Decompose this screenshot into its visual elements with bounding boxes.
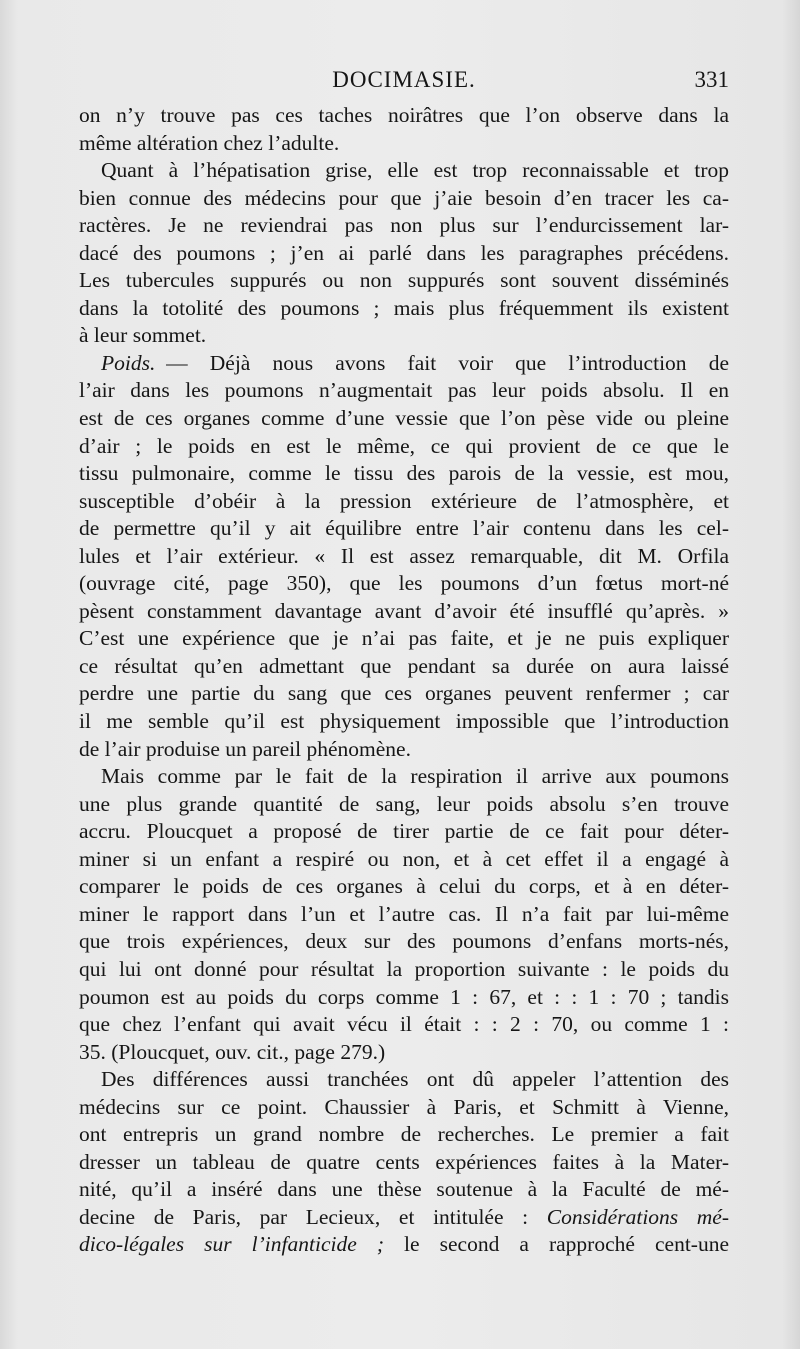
text-line: de l’air produise un pareil phénomène.	[79, 736, 411, 761]
text-line: d’air ; le poids en est le même, ce qui provient de ce que le	[79, 433, 729, 458]
text-line: miner le rapport dans l’un et l’autre cas. Il n’a fait par lui-même	[79, 901, 729, 926]
text-line: nité, qu’il a inséré dans une thèse soutenue à la Faculté de mé-	[79, 1177, 729, 1202]
text-line: que chez l’enfant qui avait vécu il était : : 2 : 70, ou comme 1 :	[79, 1012, 729, 1037]
text-line: qui lui ont donné pour résultat la proportion suivante : le poids du	[79, 956, 729, 981]
text-span: le second a rapproché cent-une	[404, 1232, 729, 1257]
thesis-title-part: dico-légales sur l’infanticide ;	[79, 1232, 384, 1257]
text-line: une plus grande quantité de sang, leur poids absolu s’en trouve	[79, 791, 729, 816]
paragraph-first-line: Quant à l’hépatisation grise, elle est trop reconnaissable et trop	[101, 158, 729, 183]
text-span: decine de Paris, par Lecieux, et intitulée :	[79, 1204, 529, 1229]
text-line: dresser un tableau de quatre cents expériences faites à la Mater-	[79, 1149, 729, 1174]
text-line: ractères. Je ne reviendrai pas non plus sur l’endurcissement lar-	[79, 213, 729, 238]
text-line: dans la totolité des poumons ; mais plus fréquemment ils existent	[79, 295, 729, 320]
text-line: dacé des poumons ; j’en ai parlé dans les paragraphes précédens.	[79, 240, 729, 265]
text-line: que trois expériences, deux sur des poumons d’enfans morts-nés,	[79, 929, 729, 954]
page-header	[79, 60, 729, 100]
thesis-title-part: Considérations mé-	[546, 1204, 729, 1229]
text-line: à leur sommet.	[79, 323, 207, 348]
page-number: 331	[694, 67, 729, 92]
text-line: il me semble qu’il est physiquement impossible que l’introduction	[79, 709, 729, 734]
text-line: 35. (Ploucquet, ouv. cit., page 279.)	[79, 1039, 386, 1064]
section-heading-poids: Poids.	[101, 350, 156, 375]
text-line: pèsent constamment davantage avant d’avoir été insufflé qu’après. »	[79, 598, 729, 623]
text-line: médecins sur ce point. Chaussier à Paris, et Schmitt à Vienne,	[79, 1094, 729, 1119]
text-line: est de ces organes comme d’une vessie que l’on pèse vide ou pleine	[79, 406, 729, 431]
body-text	[79, 102, 729, 1259]
text-line: bien connue des médecins pour que j’aie besoin d’en tracer les ca-	[79, 185, 729, 210]
paragraph-first-line: Des différences aussi tranchées ont dû appeler l’attention des	[101, 1067, 729, 1092]
text-span: — Déjà nous avons fait voir que l’introduction de	[166, 350, 729, 375]
text-line: poumon est au poids du corps comme 1 : 67, et : : 1 : 70 ; tandis	[79, 984, 729, 1009]
text-line: perdre une partie du sang que ces organes peuvent renfermer ; car	[79, 681, 729, 706]
text-line: lules et l’air extérieur. « Il est assez remarquable, dit M. Orfila	[79, 543, 729, 568]
text-line: tissu pulmonaire, comme le tissu des parois de la vessie, est mou,	[79, 461, 729, 486]
text-line	[79, 1204, 729, 1232]
text-line: de permettre qu’il y ait équilibre entre l’air contenu dans les cel-	[79, 516, 729, 541]
text-line: comparer le poids de ces organes à celui du corps, et à en déter-	[79, 874, 729, 899]
text-line: accru. Ploucquet a proposé de tirer partie de ce fait pour déter-	[79, 819, 729, 844]
text-line: l’air dans les poumons n’augmentait pas leur poids absolu. Il en	[79, 378, 729, 403]
text-line: même altération chez l’adulte.	[79, 130, 340, 155]
text-line: C’est une expérience que je n’ai pas faite, et je ne puis expliquer	[79, 626, 729, 651]
paragraph-first-line	[79, 350, 729, 378]
running-title: DOCIMASIE.	[332, 67, 476, 92]
text-line	[79, 1231, 729, 1259]
text-line: ce résultat qu’en admettant que pendant sa durée on aura laissé	[79, 653, 729, 678]
text-line: ont entrepris un grand nombre de recherches. Le premier a fait	[79, 1122, 729, 1147]
paragraph-first-line: Mais comme par le fait de la respiration il arrive aux poumons	[101, 764, 729, 789]
text-line: Les tubercules suppurés ou non suppurés sont souvent disséminés	[79, 268, 729, 293]
text-line: (ouvrage cité, page 350), que les poumons d’un fœtus mort-né	[79, 571, 729, 596]
text-line: on n’y trouve pas ces taches noirâtres que l’on observe dans la	[79, 103, 729, 127]
text-line: susceptible d’obéir à la pression extérieure de l’atmosphère, et	[79, 488, 729, 513]
text-line: miner si un enfant a respiré ou non, et à cet effet il a engagé à	[79, 846, 729, 871]
